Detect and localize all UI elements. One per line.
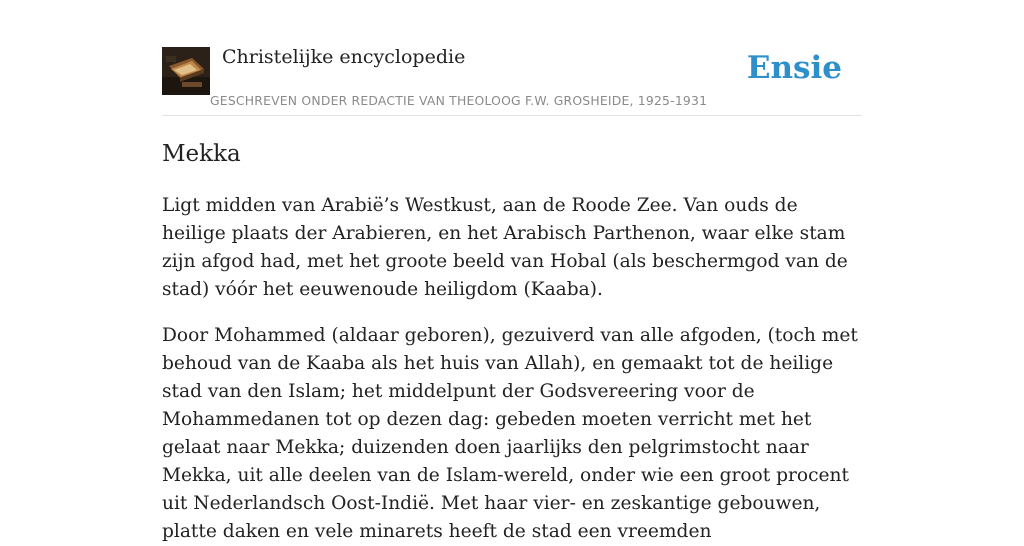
article-paragraph-2: Door Mohammed (aldaar geboren), gezuiverd van alle afgoden, (toch met behoud van de Kaaba als het huis van Allah), en gemaakt tot de heilige stad van den Islam; het middelpunt der Godsvereering voor de Mohammedanen tot op dezen dag: gebeden moeten verricht met het gelaat naar Mekka; duizenden doen jaarlijks den pelgrimstocht naar Mekka, uit alle deelen van de Islam-wereld, onder wie een groot procent uit Nederlandsch Oost-Indië. Met haar vier- en zeskantige gebouwen, platte daken en vele minarets heeft de stad een vreemden [162, 325, 858, 542]
ensie-logo-link[interactable]: Ensie [746, 50, 842, 86]
book-photo-icon [162, 47, 210, 95]
source-avatar[interactable] [162, 47, 210, 95]
article-paragraph-1: Ligt midden van Arabië’s Westkust, aan de Roode Zee. Van ouds de heilige plaats der Arabieren, en het Arabisch Parthenon, waar elke stam zijn afgod had, met het groote beeld van Hobal (als beschermgod van de stad) vóór het eeuwenoude heiligdom (Kaaba). [162, 195, 848, 300]
source-subtitle: GESCHREVEN ONDER REDACTIE VAN THEOLOOG F.W. GROSHEIDE, 1925-1931 [210, 93, 708, 108]
source-header [162, 44, 862, 116]
source-title[interactable]: Christelijke encyclopedie [222, 46, 466, 68]
article-title: Mekka [162, 141, 241, 167]
article [162, 138, 864, 546]
